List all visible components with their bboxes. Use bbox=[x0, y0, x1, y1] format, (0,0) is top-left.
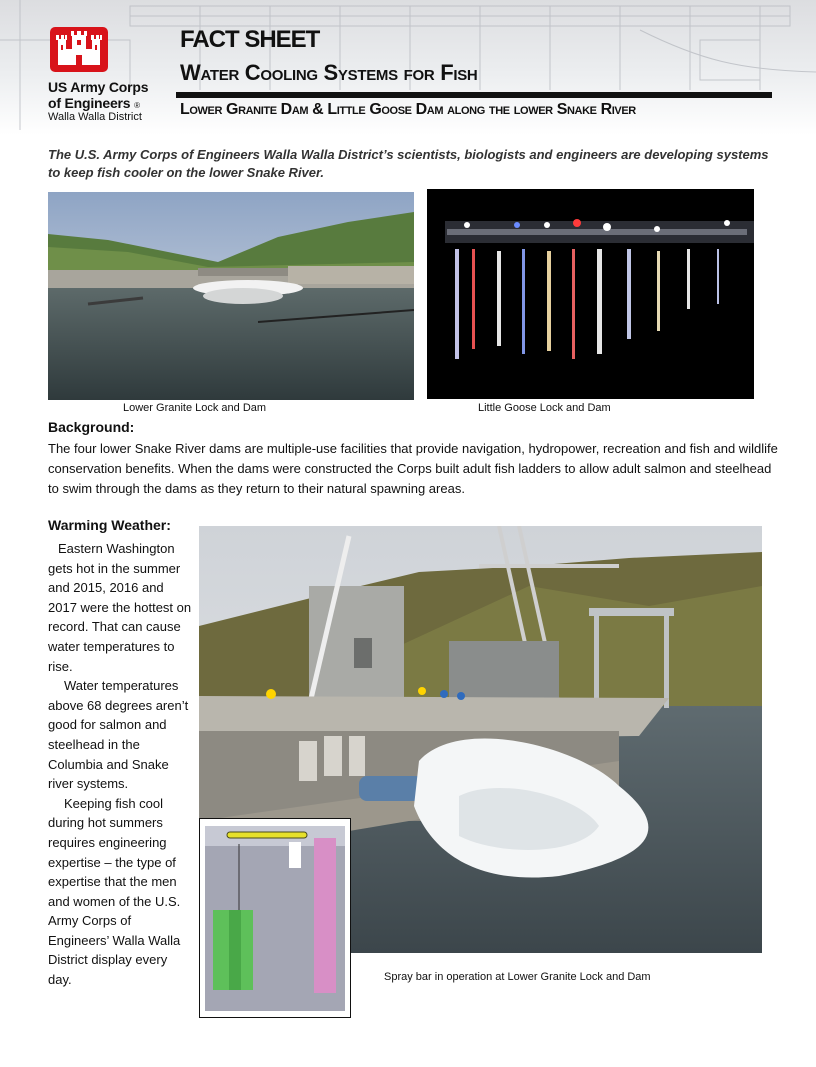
caption-lower-granite: Lower Granite Lock and Dam bbox=[123, 402, 267, 414]
page-subtitle: Lower Granite Dam & Little Goose Dam along the lower Snake River bbox=[180, 101, 636, 118]
warming-weather-text bbox=[48, 539, 194, 990]
spray-bar-3d-diagram bbox=[199, 818, 351, 1018]
page-title: Water Cooling Systems for Fish bbox=[180, 60, 478, 85]
org-name-line2: of Engineers ® bbox=[48, 95, 140, 111]
intro-paragraph: The U.S. Army Corps of Engineers Walla Walla District’s scientists, biologists and engineers are developing systems to keep fish cooler on the lower Snake River. bbox=[48, 147, 769, 180]
title-rule bbox=[176, 92, 772, 98]
caption-spray-bar: Spray bar in operation at Lower Granite Lock and Dam bbox=[384, 971, 651, 983]
warming-paragraph-2: Water temperatures above 68 degrees aren’t good for salmon and steelhead in the Columbia and Snake river systems. bbox=[48, 678, 189, 792]
little-goose-dam-night-photo bbox=[427, 189, 754, 399]
warming-paragraph-1: Eastern Washington gets hot in the summer and 2015, 2016 and 2017 were the hottest on record. That can cause water temperatures to rise. bbox=[48, 541, 192, 674]
warming-weather-heading: Warming Weather: bbox=[48, 517, 171, 533]
background-paragraph: The four lower Snake River dams are multiple-use facilities that provide navigation, hydropower, recreation and fish and wildlife conservation benefits. When the dams were constructed the Corps built adult fish ladders to allow adult salmon and steelhead to swim through the dams as they return to their natural spawning areas. bbox=[48, 441, 778, 496]
usace-castle-logo bbox=[50, 27, 108, 72]
warming-paragraph-3: Keeping fish cool during hot summers requires engineering expertise – the type of expertise that the men and women of the U.S. Army Corps of Engineers’ Walla Walla District display every day. bbox=[48, 795, 181, 988]
fact-sheet-label: FACT SHEET bbox=[180, 26, 320, 53]
background-heading: Background: bbox=[48, 419, 135, 435]
district-name: Walla Walla District bbox=[48, 111, 142, 123]
lower-granite-dam-photo bbox=[48, 192, 414, 400]
caption-little-goose: Little Goose Lock and Dam bbox=[478, 402, 611, 414]
org-name-line1: US Army Corps bbox=[48, 79, 149, 95]
